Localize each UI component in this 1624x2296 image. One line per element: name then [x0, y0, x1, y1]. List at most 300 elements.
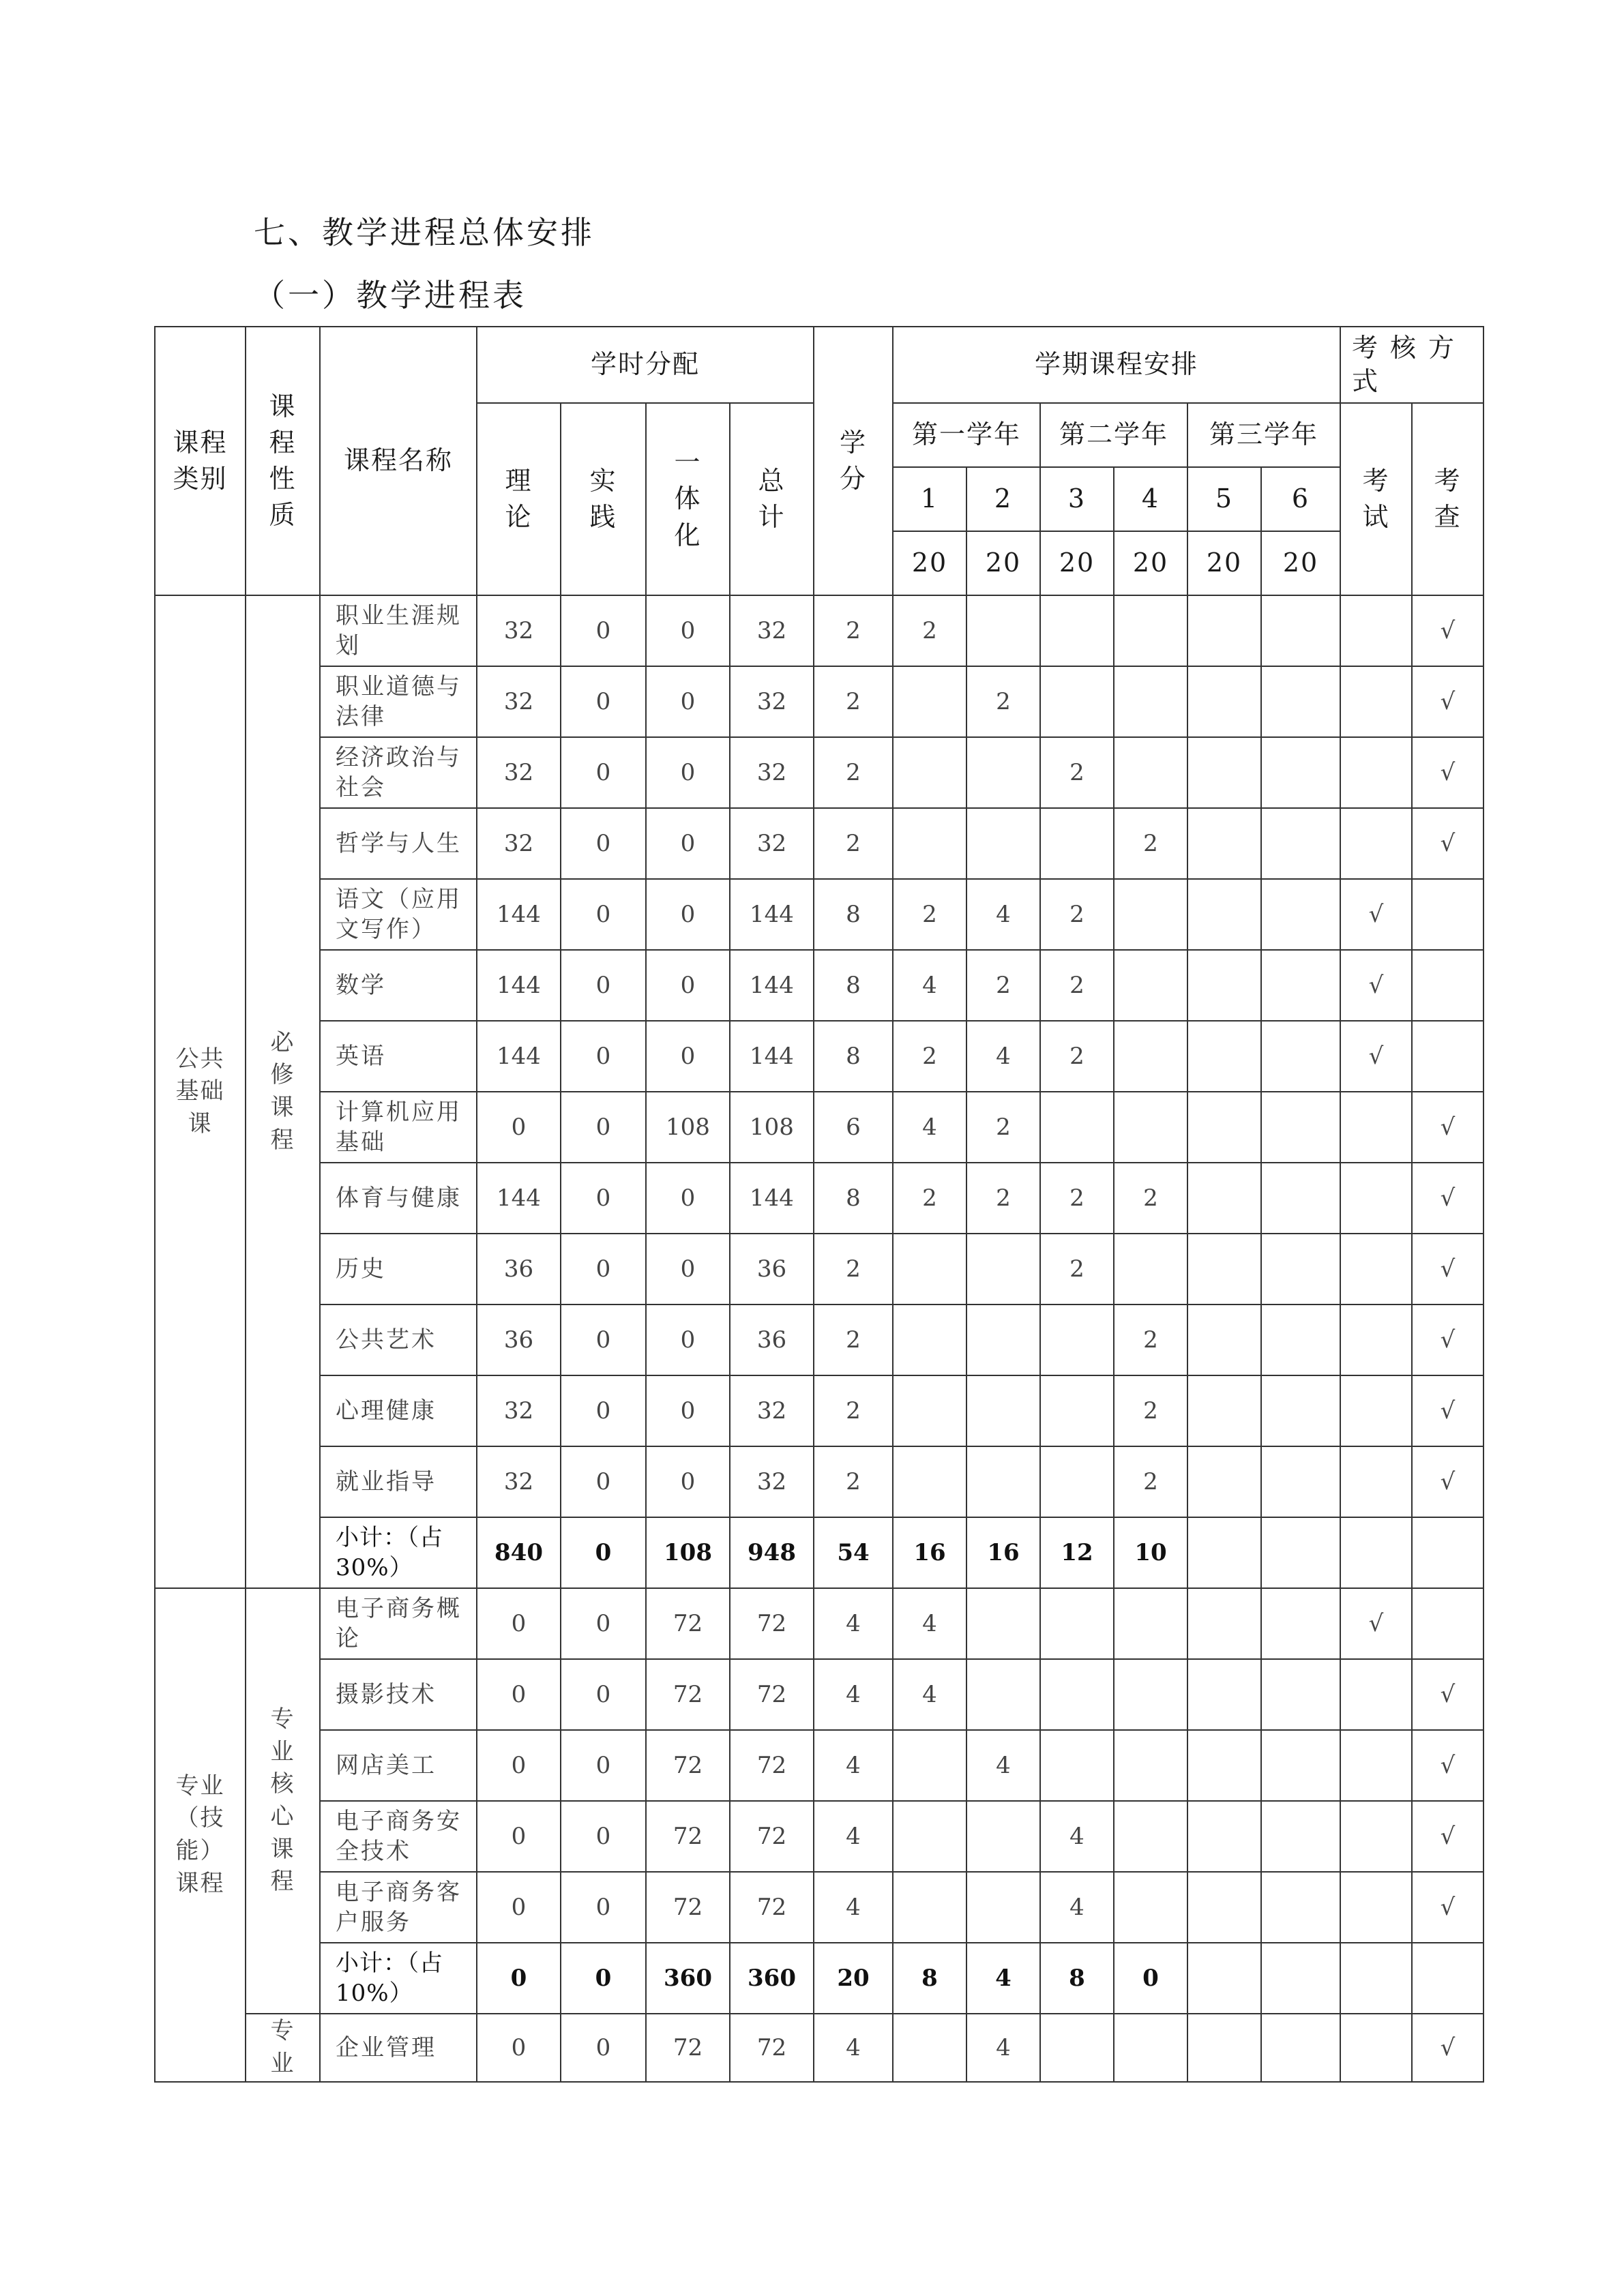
table-row [155, 2014, 1483, 2082]
course-name: 职业生涯规划 [320, 595, 477, 666]
hours-cell: 32 [477, 737, 561, 808]
term-cell [1261, 595, 1340, 666]
assessment-cell: √ [1340, 950, 1412, 1021]
header-term: 1 [893, 467, 966, 531]
hours-cell: 0 [646, 1304, 730, 1375]
course-name: 职业道德与法律 [320, 666, 477, 737]
hours-cell: 0 [646, 666, 730, 737]
assessment-cell: √ [1412, 1446, 1483, 1517]
course-name: 摄影技术 [320, 1659, 477, 1730]
term-cell [1114, 737, 1187, 808]
hours-cell: 0 [646, 737, 730, 808]
term-cell [1040, 666, 1114, 737]
hours-cell: 0 [646, 1021, 730, 1092]
table-row [155, 1163, 1483, 1234]
subsection-title: （一）教学进程表 [254, 277, 527, 314]
term-cell [1187, 950, 1261, 1021]
term-cell [1187, 808, 1261, 879]
term-cell: 16 [966, 1517, 1040, 1588]
assessment-cell [1340, 1446, 1412, 1517]
table-row [155, 1659, 1483, 1730]
term-cell [1114, 879, 1187, 950]
term-cell: 2 [1040, 1021, 1114, 1092]
term-cell [966, 737, 1040, 808]
term-cell [1114, 1021, 1187, 1092]
term-cell [1187, 1021, 1261, 1092]
term-cell [1114, 1659, 1187, 1730]
hours-cell: 8 [814, 1163, 893, 1234]
hours-cell: 72 [646, 2014, 730, 2082]
header-weeks: 20 [1114, 531, 1187, 595]
assessment-cell [1412, 1943, 1483, 2014]
assessment-cell [1412, 879, 1483, 950]
hours-cell: 2 [814, 1446, 893, 1517]
term-cell [893, 666, 966, 737]
term-cell [1261, 1163, 1340, 1234]
assessment-cell [1340, 808, 1412, 879]
term-cell [1187, 1375, 1261, 1446]
hours-cell: 0 [561, 1304, 646, 1375]
group-nature-core: 专业核心课程 [246, 1588, 320, 2014]
hours-cell: 36 [477, 1304, 561, 1375]
term-cell [1114, 1092, 1187, 1163]
hours-cell: 144 [477, 1021, 561, 1092]
hours-cell: 2 [814, 808, 893, 879]
term-cell: 8 [893, 1943, 966, 2014]
hours-cell: 0 [477, 1943, 561, 2014]
hours-cell: 72 [730, 1872, 814, 1943]
hours-cell: 144 [730, 950, 814, 1021]
hours-cell: 0 [646, 879, 730, 950]
term-cell [1261, 1304, 1340, 1375]
hours-cell: 8 [814, 1021, 893, 1092]
term-cell: 10 [1114, 1517, 1187, 1588]
term-cell [1114, 666, 1187, 737]
term-cell: 4 [966, 1943, 1040, 2014]
hours-cell: 2 [814, 1304, 893, 1375]
hours-cell: 360 [730, 1943, 814, 2014]
table-row [155, 879, 1483, 950]
header-exam: 考试 [1340, 403, 1412, 595]
assessment-cell [1340, 1234, 1412, 1304]
hours-cell: 144 [730, 879, 814, 950]
term-cell [1261, 1446, 1340, 1517]
term-cell [1114, 1872, 1187, 1943]
group-nature-required: 必修课程 [246, 595, 320, 1588]
term-cell [1187, 879, 1261, 950]
assessment-cell [1340, 1872, 1412, 1943]
term-cell: 2 [966, 950, 1040, 1021]
term-cell [1261, 879, 1340, 950]
hours-cell: 32 [730, 737, 814, 808]
assessment-cell [1340, 1659, 1412, 1730]
table-row [155, 1517, 1483, 1588]
term-cell [893, 1872, 966, 1943]
hours-cell: 32 [477, 1375, 561, 1446]
term-cell: 2 [966, 1163, 1040, 1234]
hours-cell: 0 [561, 1092, 646, 1163]
course-name: 哲学与人生 [320, 808, 477, 879]
hours-cell: 0 [477, 1588, 561, 1659]
hours-cell: 32 [730, 666, 814, 737]
term-cell [1040, 1730, 1114, 1801]
assessment-cell [1412, 950, 1483, 1021]
term-cell: 4 [893, 950, 966, 1021]
term-cell: 2 [893, 1021, 966, 1092]
assessment-cell: √ [1412, 666, 1483, 737]
term-cell [1261, 1730, 1340, 1801]
hours-cell: 0 [561, 808, 646, 879]
assessment-cell: √ [1412, 1234, 1483, 1304]
header-year2: 第二学年 [1040, 403, 1187, 467]
term-cell: 2 [1040, 1163, 1114, 1234]
table-row [155, 1021, 1483, 1092]
subtotal-label: 小计：（占10%） [320, 1943, 477, 2014]
hours-cell: 72 [730, 1588, 814, 1659]
term-cell: 2 [893, 879, 966, 950]
assessment-cell [1340, 1092, 1412, 1163]
term-cell: 4 [966, 1021, 1040, 1092]
term-cell [1040, 2014, 1114, 2082]
hours-cell: 0 [561, 1446, 646, 1517]
header-year1: 第一学年 [893, 403, 1040, 467]
hours-cell: 0 [561, 595, 646, 666]
group-category-professional: 专业（技能）课程 [155, 1588, 246, 2082]
assessment-cell: √ [1412, 2014, 1483, 2082]
assessment-cell [1340, 1517, 1412, 1588]
term-cell [1040, 1659, 1114, 1730]
hours-cell: 0 [561, 1943, 646, 2014]
course-name: 电子商务客户服务 [320, 1872, 477, 1943]
hours-cell: 4 [814, 1730, 893, 1801]
hours-cell: 4 [814, 1801, 893, 1872]
term-cell [1261, 1021, 1340, 1092]
hours-cell: 0 [646, 1375, 730, 1446]
term-cell: 8 [1040, 1943, 1114, 2014]
course-name: 英语 [320, 1021, 477, 1092]
term-cell [1114, 950, 1187, 1021]
hours-cell: 840 [477, 1517, 561, 1588]
hours-cell: 0 [561, 737, 646, 808]
term-cell [1040, 595, 1114, 666]
hours-cell: 32 [730, 808, 814, 879]
term-cell: 2 [1114, 1304, 1187, 1375]
term-cell: 2 [1114, 808, 1187, 879]
teaching-plan-table [154, 326, 1484, 2083]
term-cell [966, 808, 1040, 879]
header-practice: 实践 [561, 403, 646, 595]
table-row [155, 1872, 1483, 1943]
course-name: 企业管理 [320, 2014, 477, 2082]
hours-cell: 0 [561, 1730, 646, 1801]
term-cell: 4 [966, 879, 1040, 950]
hours-cell: 0 [561, 1659, 646, 1730]
header-semester: 学期课程安排 [893, 327, 1340, 403]
hours-cell: 0 [646, 950, 730, 1021]
term-cell [1114, 1588, 1187, 1659]
term-cell: 2 [966, 666, 1040, 737]
assessment-cell: √ [1340, 1588, 1412, 1659]
term-cell: 2 [1114, 1163, 1187, 1234]
hours-cell: 8 [814, 950, 893, 1021]
assessment-cell: √ [1412, 1801, 1483, 1872]
term-cell [1187, 1304, 1261, 1375]
hours-cell: 6 [814, 1092, 893, 1163]
hours-cell: 0 [646, 1163, 730, 1234]
term-cell: 4 [1040, 1872, 1114, 1943]
term-cell [966, 1801, 1040, 1872]
term-cell [966, 1304, 1040, 1375]
term-cell [1114, 1730, 1187, 1801]
course-name: 公共艺术 [320, 1304, 477, 1375]
term-cell [1114, 1801, 1187, 1872]
term-cell [1261, 1375, 1340, 1446]
hours-cell: 0 [561, 1021, 646, 1092]
assessment-cell: √ [1412, 1872, 1483, 1943]
table-row [155, 1375, 1483, 1446]
hours-cell: 144 [477, 950, 561, 1021]
term-cell [1261, 950, 1340, 1021]
table-row [155, 1234, 1483, 1304]
header-hours: 学时分配 [477, 327, 814, 403]
hours-cell: 108 [646, 1517, 730, 1588]
term-cell [966, 1375, 1040, 1446]
course-name: 就业指导 [320, 1446, 477, 1517]
group-nature-extended: 专业 [246, 2014, 320, 2082]
term-cell [966, 1588, 1040, 1659]
hours-cell: 0 [561, 1517, 646, 1588]
header-term: 3 [1040, 467, 1114, 531]
assessment-cell [1340, 2014, 1412, 2082]
term-cell: 4 [1040, 1801, 1114, 1872]
course-name: 计算机应用基础 [320, 1092, 477, 1163]
hours-cell: 0 [477, 2014, 561, 2082]
term-cell [893, 1730, 966, 1801]
table-row [155, 1304, 1483, 1375]
term-cell: 4 [966, 2014, 1040, 2082]
term-cell: 0 [1114, 1943, 1187, 2014]
term-cell [893, 2014, 966, 2082]
hours-cell: 144 [730, 1021, 814, 1092]
hours-cell: 4 [814, 2014, 893, 2082]
table-row [155, 595, 1483, 666]
term-cell [893, 1375, 966, 1446]
header-term: 2 [966, 467, 1040, 531]
assessment-cell [1340, 737, 1412, 808]
term-cell [1040, 1375, 1114, 1446]
term-cell [893, 1446, 966, 1517]
assessment-cell [1340, 1730, 1412, 1801]
table-row [155, 1588, 1483, 1659]
table-row [155, 1092, 1483, 1163]
term-cell [893, 1234, 966, 1304]
term-cell [1187, 1801, 1261, 1872]
term-cell [966, 1234, 1040, 1304]
table-row [155, 1801, 1483, 1872]
table-row [155, 737, 1483, 808]
hours-cell: 0 [477, 1092, 561, 1163]
course-name: 电子商务安全技术 [320, 1801, 477, 1872]
term-cell: 2 [893, 1163, 966, 1234]
hours-cell: 144 [477, 1163, 561, 1234]
table-row [155, 666, 1483, 737]
term-cell [1187, 1092, 1261, 1163]
term-cell: 2 [1040, 737, 1114, 808]
hours-cell: 36 [730, 1234, 814, 1304]
hours-cell: 72 [646, 1730, 730, 1801]
header-credit: 学分 [814, 327, 893, 595]
term-cell [1040, 1446, 1114, 1517]
assessment-cell [1340, 1943, 1412, 2014]
term-cell: 2 [1040, 950, 1114, 1021]
hours-cell: 20 [814, 1943, 893, 2014]
term-cell: 16 [893, 1517, 966, 1588]
hours-cell: 32 [477, 595, 561, 666]
assessment-cell: √ [1412, 1304, 1483, 1375]
hours-cell: 54 [814, 1517, 893, 1588]
assessment-cell: √ [1340, 1021, 1412, 1092]
term-cell [1040, 1588, 1114, 1659]
hours-cell: 360 [646, 1943, 730, 2014]
term-cell [1187, 666, 1261, 737]
term-cell [966, 1659, 1040, 1730]
term-cell: 4 [966, 1730, 1040, 1801]
hours-cell: 4 [814, 1872, 893, 1943]
term-cell [1261, 1588, 1340, 1659]
assessment-cell: √ [1412, 595, 1483, 666]
hours-cell: 72 [730, 1659, 814, 1730]
term-cell [1187, 1943, 1261, 2014]
term-cell [1261, 1517, 1340, 1588]
header-category: 课程类别 [155, 327, 246, 595]
subtotal-label: 小计：（占30%） [320, 1517, 477, 1588]
term-cell [1187, 1234, 1261, 1304]
term-cell [1040, 808, 1114, 879]
assessment-cell: √ [1412, 1375, 1483, 1446]
header-assessment: 考核方式 [1340, 327, 1483, 403]
assessment-cell [1412, 1517, 1483, 1588]
term-cell: 2 [893, 595, 966, 666]
hours-cell: 2 [814, 737, 893, 808]
course-name: 历史 [320, 1234, 477, 1304]
assessment-cell: √ [1412, 737, 1483, 808]
term-cell: 4 [893, 1092, 966, 1163]
term-cell: 2 [1114, 1446, 1187, 1517]
course-name: 网店美工 [320, 1730, 477, 1801]
hours-cell: 36 [730, 1304, 814, 1375]
hours-cell: 0 [561, 1234, 646, 1304]
term-cell: 2 [966, 1092, 1040, 1163]
term-cell [1187, 1659, 1261, 1730]
term-cell: 12 [1040, 1517, 1114, 1588]
term-cell [1187, 1517, 1261, 1588]
hours-cell: 72 [646, 1872, 730, 1943]
hours-cell: 0 [561, 1375, 646, 1446]
term-cell [966, 1872, 1040, 1943]
hours-cell: 72 [730, 2014, 814, 2082]
term-cell [1261, 1659, 1340, 1730]
header-term: 4 [1114, 467, 1187, 531]
hours-cell: 72 [730, 1730, 814, 1801]
term-cell [1187, 1446, 1261, 1517]
header-term: 5 [1187, 467, 1261, 531]
hours-cell: 0 [477, 1801, 561, 1872]
section-title: 七、教学进程总体安排 [254, 214, 595, 251]
hours-cell: 4 [814, 1659, 893, 1730]
hours-cell: 32 [477, 808, 561, 879]
hours-cell: 32 [730, 1375, 814, 1446]
term-cell [1114, 1234, 1187, 1304]
hours-cell: 0 [561, 1588, 646, 1659]
course-name: 数学 [320, 950, 477, 1021]
course-name: 电子商务概论 [320, 1588, 477, 1659]
term-cell [1187, 1872, 1261, 1943]
hours-cell: 32 [730, 1446, 814, 1517]
hours-cell: 2 [814, 1375, 893, 1446]
assessment-cell [1340, 1375, 1412, 1446]
header-name: 课程名称 [320, 327, 477, 595]
assessment-cell: √ [1412, 1659, 1483, 1730]
term-cell [1261, 666, 1340, 737]
hours-cell: 0 [561, 879, 646, 950]
term-cell [1261, 1801, 1340, 1872]
term-cell [893, 808, 966, 879]
hours-cell: 0 [561, 950, 646, 1021]
header-check: 考查 [1412, 403, 1483, 595]
hours-cell: 32 [477, 666, 561, 737]
hours-cell: 2 [814, 595, 893, 666]
hours-cell: 948 [730, 1517, 814, 1588]
hours-cell: 72 [730, 1801, 814, 1872]
course-name: 经济政治与社会 [320, 737, 477, 808]
table-row [155, 1943, 1483, 2014]
hours-cell: 4 [814, 1588, 893, 1659]
hours-cell: 32 [477, 1446, 561, 1517]
term-cell [893, 737, 966, 808]
hours-cell: 108 [730, 1092, 814, 1163]
term-cell [1261, 808, 1340, 879]
hours-cell: 8 [814, 879, 893, 950]
assessment-cell: √ [1412, 1092, 1483, 1163]
hours-cell: 0 [561, 666, 646, 737]
assessment-cell: √ [1412, 1730, 1483, 1801]
term-cell: 2 [1040, 879, 1114, 950]
hours-cell: 72 [646, 1801, 730, 1872]
term-cell: 2 [1040, 1234, 1114, 1304]
term-cell [1261, 2014, 1340, 2082]
term-cell [1114, 2014, 1187, 2082]
hours-cell: 0 [646, 1446, 730, 1517]
term-cell [1040, 1304, 1114, 1375]
hours-cell: 0 [477, 1659, 561, 1730]
course-name: 心理健康 [320, 1375, 477, 1446]
hours-cell: 144 [730, 1163, 814, 1234]
hours-cell: 0 [646, 595, 730, 666]
assessment-cell: √ [1412, 1163, 1483, 1234]
header-nature: 课程性质 [246, 327, 320, 595]
term-cell [1187, 1163, 1261, 1234]
header-total: 总计 [730, 403, 814, 595]
term-cell [1187, 1730, 1261, 1801]
header-theory: 理论 [477, 403, 561, 595]
course-name: 语文（应用文写作） [320, 879, 477, 950]
hours-cell: 144 [477, 879, 561, 950]
term-cell [1114, 595, 1187, 666]
group-category-public: 公共基础课 [155, 595, 246, 1588]
assessment-cell [1340, 1304, 1412, 1375]
term-cell [893, 1801, 966, 1872]
table-row [155, 808, 1483, 879]
